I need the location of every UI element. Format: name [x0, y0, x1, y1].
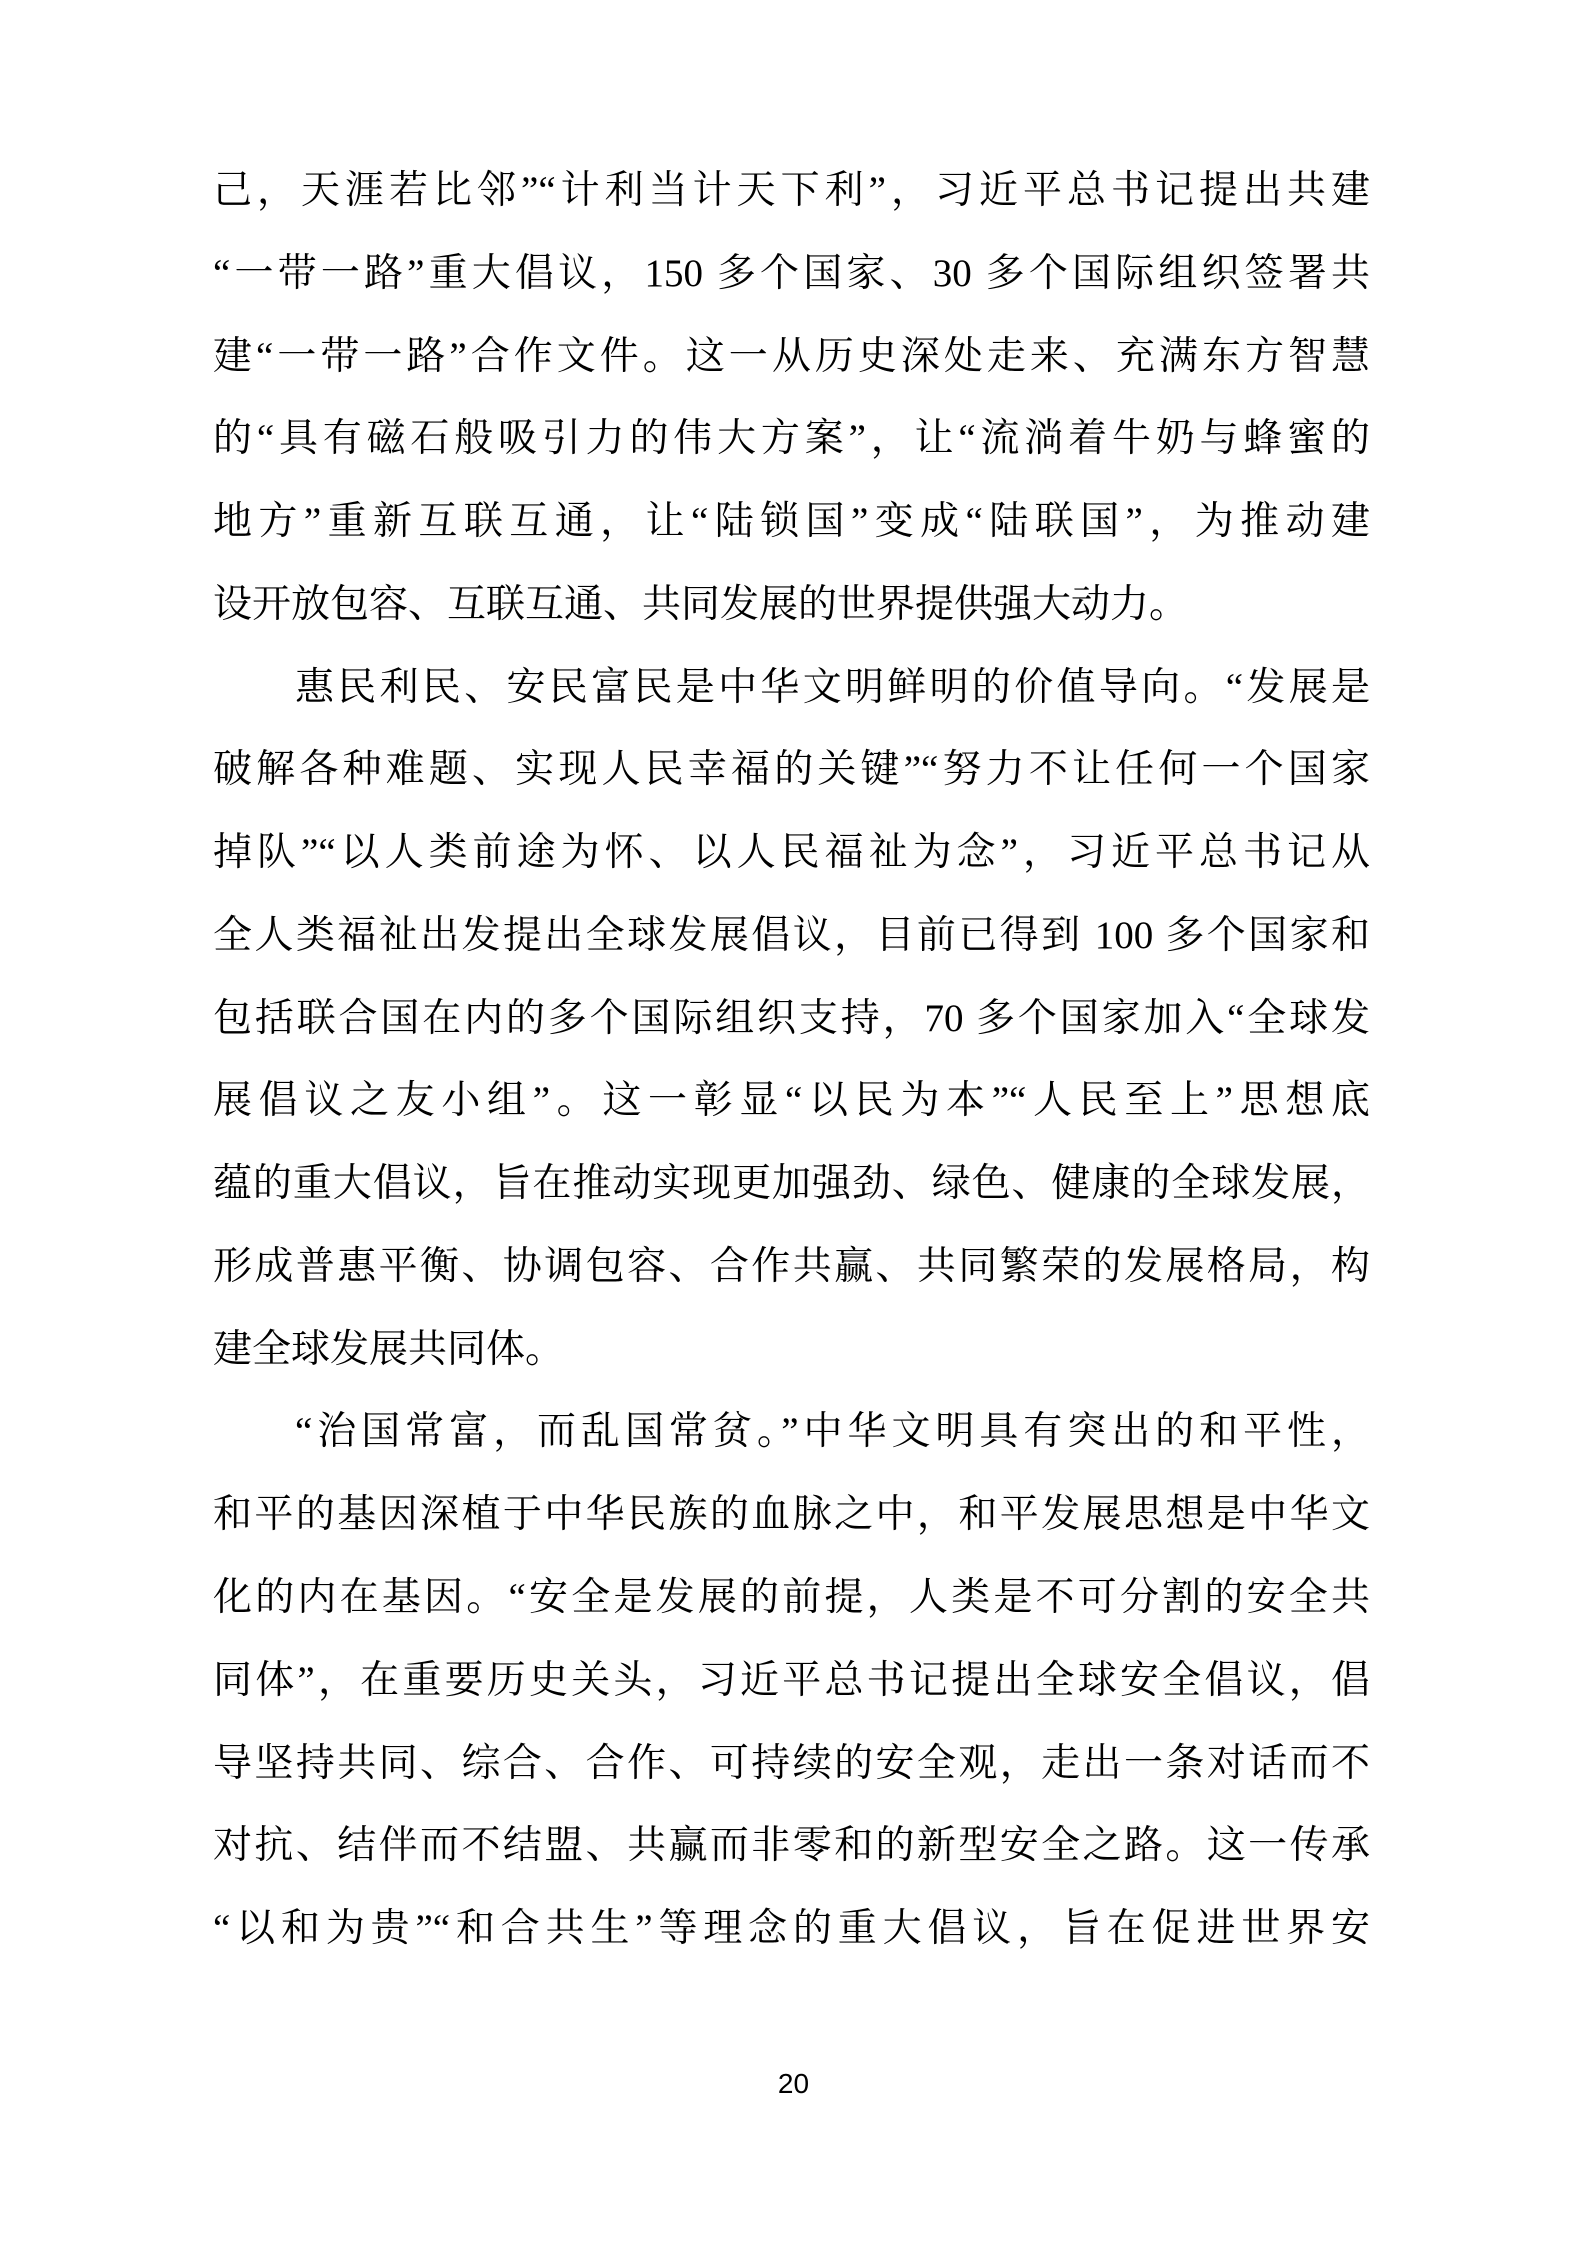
- paragraph-3-line-4: 同体”，在重要历史关头，习近平总书记提出全球安全倡议，倡: [213, 1658, 1370, 1702]
- paragraph-1-line-1: 己，天涯若比邻”“计利当计天下利”，习近平总书记提出共建: [213, 169, 1370, 212]
- paragraph-1-line-3: 建“一带一路”合作文件。这一从历史深处走来、充满东方智慧: [213, 334, 1370, 378]
- paragraph-2-line-1: 惠民利民、安民富民是中华文明鲜明的价值导向。“发展是: [295, 665, 1370, 709]
- paragraph-3-line-7: “以和为贵”“和合共生”等理念的重大倡议，旨在促进世界安: [213, 1907, 1370, 1951]
- paragraph-2-line-5: 包括联合国在内的多个国际组织支持，70 多个国家加入“全球发: [213, 996, 1370, 1040]
- paragraph-1-line-2: “一带一路”重大倡议，150 多个国家、30 多个国际组织签署共: [213, 251, 1370, 295]
- paragraph-3-line-3: 化的内在基因。“安全是发展的前提，人类是不可分割的安全共: [213, 1576, 1370, 1620]
- paragraph-3-line-2: 和平的基因深植于中华民族的血脉之中，和平发展思想是中华文: [213, 1493, 1370, 1537]
- paragraph-2-line-7: 蕴的重大倡议，旨在推动实现更加强劲、绿色、健康的全球发展，: [213, 1162, 1370, 1206]
- document-body: [213, 150, 1370, 1971]
- paragraph-1-line-6: 设开放包容、互联互通、共同发展的世界提供强大动力。: [213, 582, 1189, 626]
- paragraph-2-line-8: 形成普惠平衡、协调包容、合作共赢、共同繁荣的发展格局，构: [213, 1244, 1370, 1288]
- paragraph-2-line-2: 破解各种难题、实现人民幸福的关键”“努力不让任何一个国家: [213, 748, 1370, 792]
- paragraph-2-line-3: 掉队”“以人类前途为怀、以人民福祉为念”，习近平总书记从: [213, 831, 1370, 875]
- paragraph-1-line-5: 地方”重新互联互通，让“陆锁国”变成“陆联国”，为推动建: [213, 500, 1370, 544]
- paragraph-1-line-4: 的“具有磁石般吸引力的伟大方案”，让“流淌着牛奶与蜂蜜的: [213, 417, 1370, 461]
- paragraph-3-line-5: 导坚持共同、综合、合作、可持续的安全观，走出一条对话而不: [213, 1741, 1370, 1785]
- paragraph-3-line-1: “治国常富，而乱国常贫。”中华文明具有突出的和平性，: [295, 1410, 1370, 1454]
- paragraph-2-line-6: 展倡议之友小组”。这一彰显“以民为本”“人民至上”思想底: [213, 1079, 1370, 1123]
- paragraph-3-line-6: 对抗、结伴而不结盟、共赢而非零和的新型安全之路。这一传承: [213, 1824, 1370, 1868]
- paragraph-2-line-9: 建全球发展共同体。: [213, 1327, 565, 1371]
- paragraph-2-line-4: 全人类福祉出发提出全球发展倡议，目前已得到 100 多个国家和: [213, 913, 1370, 957]
- page-number: 20: [777, 2068, 810, 2099]
